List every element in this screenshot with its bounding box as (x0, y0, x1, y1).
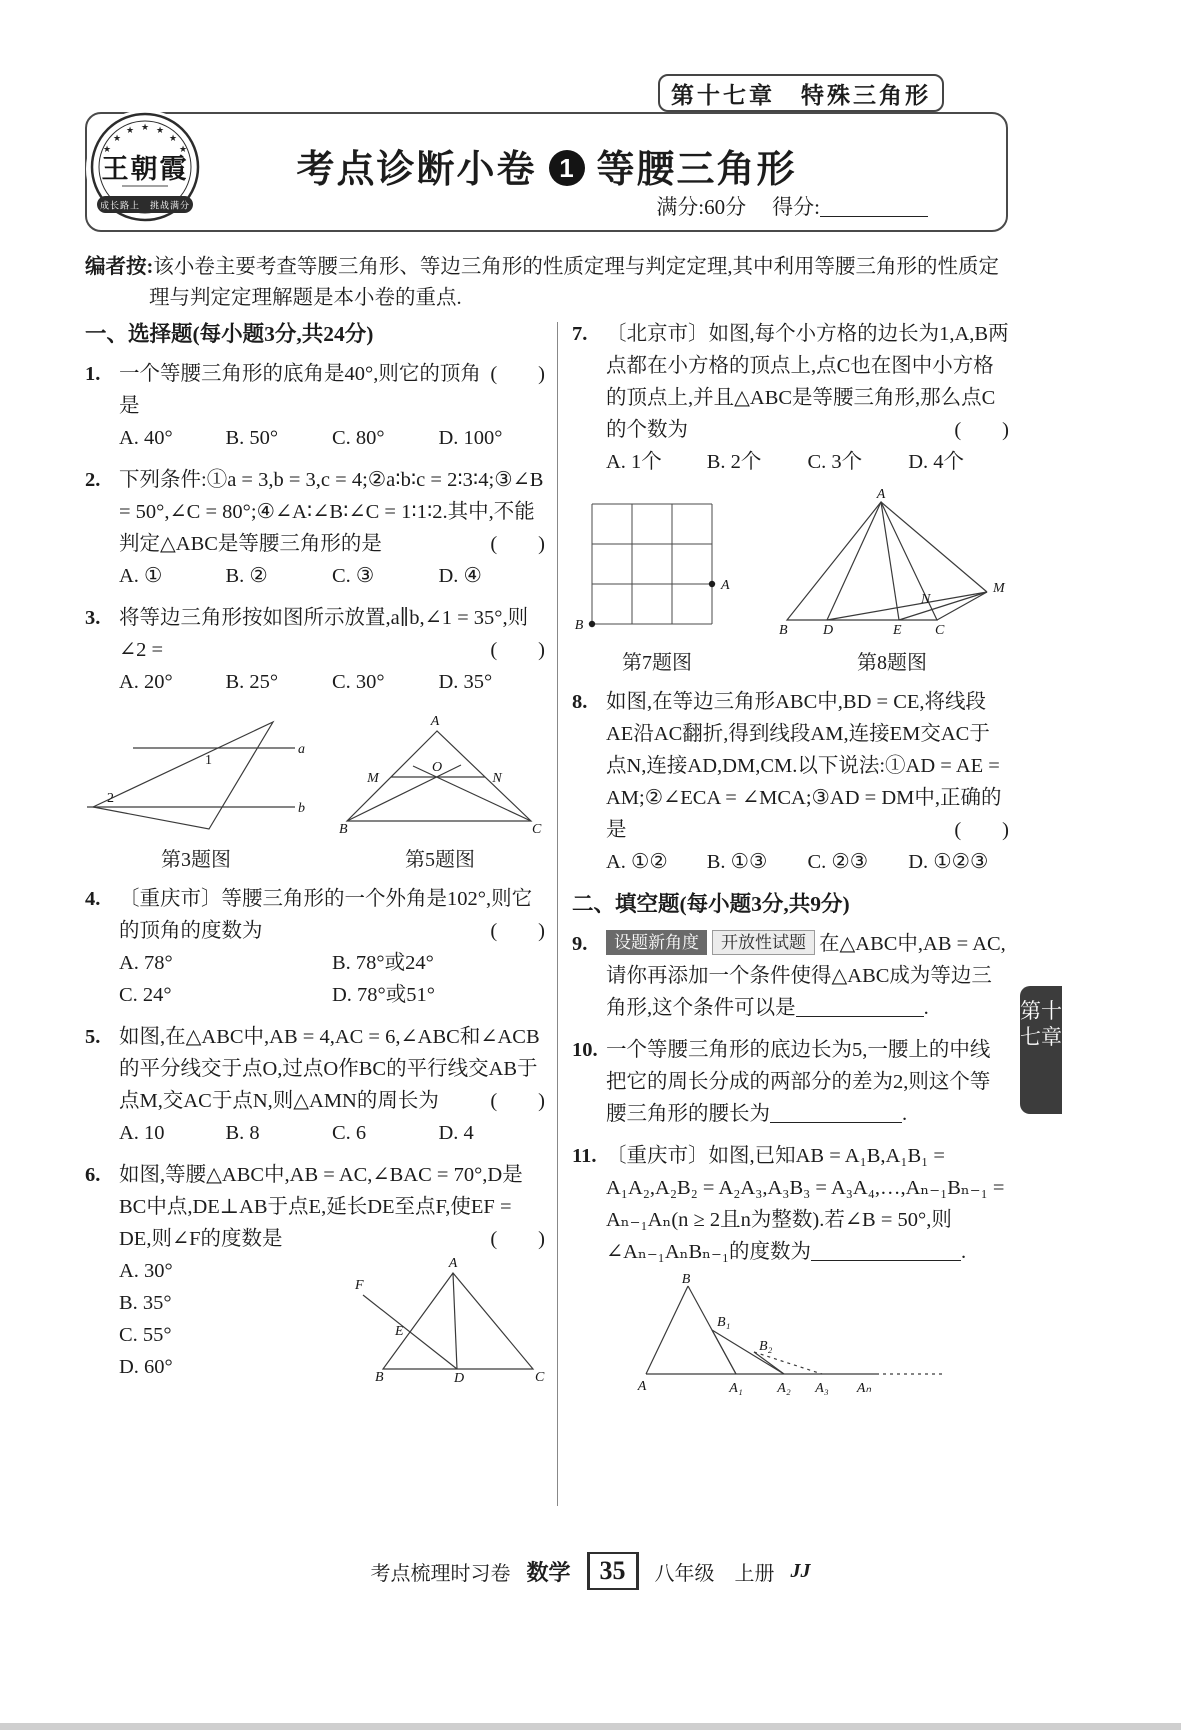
option-a: A. 20° (119, 671, 173, 693)
q7-figure-svg (572, 498, 742, 638)
question-7 (572, 318, 1009, 478)
svg-text:★: ★ (113, 133, 122, 143)
question-6 (85, 1159, 545, 1395)
option-d: D. ①②③ (908, 851, 989, 873)
option-b: B. 35° (119, 1292, 172, 1314)
option-b: B. 78°或24° (332, 952, 434, 974)
question-3-options (119, 666, 545, 698)
footer-grade-volume: 八年级 上册 (654, 1562, 775, 1585)
figure-q6 (353, 1255, 545, 1395)
right-column (572, 318, 1009, 1418)
question-9-answer-blank (796, 995, 924, 1017)
question-5-number: 5. (85, 1026, 101, 1048)
vertex-b-label: B (779, 623, 788, 638)
option-d: D. 4个 (908, 451, 965, 473)
q11-figure-lines (646, 1286, 942, 1374)
option-b: B. 50° (225, 427, 279, 449)
point-n-label: N (492, 771, 502, 786)
badge-open-question: 开放性试题 (712, 930, 815, 955)
option-a: A. 10 (119, 1122, 165, 1144)
point-b-dot (589, 621, 595, 627)
vertex-a-label: A (876, 488, 886, 502)
q6-figure-lines (363, 1273, 533, 1369)
left-column (85, 318, 545, 1405)
question-7-answer-bracket: ( ) (954, 419, 1009, 441)
option-d: D. ④ (438, 565, 482, 587)
page-number: 35 (587, 1552, 639, 1590)
badge-new-angle: 设题新角度 (606, 930, 707, 955)
vertex-c-label: C (535, 1370, 545, 1385)
full-score-label: 满分:60分 (656, 195, 747, 219)
option-a: A. ① (119, 565, 163, 587)
vertex-b-label: B (339, 822, 348, 835)
question-1-options (119, 422, 545, 454)
question-4-answer-bracket: ( ) (490, 920, 545, 942)
section-heading-fill: 二、填空题(每小题3分,共9分) (572, 892, 850, 916)
question-9-period: . (923, 997, 929, 1019)
line-a-label: a (298, 742, 305, 757)
question-4-text: 〔重庆市〕等腰三角形的一个外角是102°,则它的顶角的度数为 (119, 888, 533, 942)
point-m-label: M (367, 771, 379, 786)
point-a2-label: A₂ (777, 1381, 791, 1396)
figure-q11 (636, 1272, 1009, 1408)
point-e-label: E (893, 623, 902, 638)
point-n-label: N (921, 592, 931, 607)
q3-figure-lines (87, 722, 295, 829)
score-blank (820, 195, 928, 217)
option-b: B. ② (225, 565, 268, 587)
footer-edition: JJ (790, 1559, 811, 1582)
line-b-label: b (298, 801, 305, 816)
option-d: D. 100° (438, 427, 503, 449)
vertex-c-label: C (935, 623, 945, 638)
page-footer (0, 1552, 1181, 1590)
question-1-body (119, 358, 545, 454)
brand-logo (86, 110, 204, 228)
svg-text:★: ★ (141, 122, 150, 132)
question-4 (85, 883, 545, 1011)
question-11 (572, 1140, 1009, 1408)
point-b-label: B (681, 1272, 691, 1287)
option-c: C. 6 (332, 1122, 367, 1144)
point-m-label: M (993, 581, 1005, 596)
question-6-number: 6. (85, 1164, 101, 1186)
figure-q3 (85, 708, 307, 873)
point-o-label: O (431, 760, 443, 775)
question-2-number: 2. (85, 469, 101, 491)
point-b2-label: B₂ (759, 1339, 773, 1354)
question-10-text: 一个等腰三角形的底边长为5,一腰上的中线把它的周长分成的两部分的差为2,则这个等腰三角形的腰长为 (606, 1039, 991, 1125)
question-7-text: 〔北京市〕如图,每个小方格的边长为1,A,B两点都在小方格的顶点上,点C也在图中小方格的顶点上,并且△ABC是等腰三角形,那么点C的个数为 (606, 323, 1009, 441)
page-title (87, 138, 1006, 193)
question-10 (572, 1034, 1009, 1130)
question-3-number: 3. (85, 607, 101, 629)
question-11-period: . (961, 1241, 967, 1263)
svg-text:★: ★ (103, 144, 112, 154)
vertex-a-label: A (430, 714, 440, 729)
question-8-body (606, 686, 1009, 878)
editor-note (85, 252, 1009, 314)
option-a: A. 78° (119, 952, 173, 974)
svg-text:★: ★ (126, 125, 135, 135)
chapter-header: 第十七章 特殊三角形 (658, 74, 944, 112)
point-e-label: E (395, 1324, 404, 1339)
question-3-body (119, 602, 545, 698)
question-4-number: 4. (85, 888, 101, 910)
score-label: 得分: (772, 195, 820, 219)
vertex-b-label: B (375, 1370, 384, 1385)
title-topic: 等腰三角形 (596, 149, 797, 191)
question-8-answer-bracket: ( ) (954, 819, 1009, 841)
question-1 (85, 358, 545, 454)
figure-q7 (572, 498, 742, 676)
question-9 (572, 928, 1009, 1024)
logo-brand-name: 王朝霞 (101, 154, 189, 184)
point-a-dot (709, 581, 715, 587)
question-6-body (119, 1159, 545, 1395)
logo-ribbon-text: 成长路上 挑战满分 (99, 200, 191, 211)
point-d-label: D (823, 623, 834, 638)
question-3 (85, 602, 545, 698)
question-1-number: 1. (85, 363, 101, 385)
title-number-badge: 1 (549, 150, 585, 186)
question-5-text: 如图,在△ABC中,AB = 4,AC = 6,∠ABC和∠ACB的平分线交于点O,过点O作BC的平行线交AB于点M,交AC于点N,则△AMN的周长为 (119, 1026, 540, 1112)
option-d: D. 4 (438, 1122, 474, 1144)
question-2-text: 下列条件:①a = 3,b = 3,c = 4;②a∶b∶c = 2∶3∶4;③∠B = 50°,∠C = 80°;④∠A∶∠B∶∠C = 1∶1∶2.其中,不能判定△ABC是等腰三角形的是 (119, 469, 544, 555)
question-11-body (606, 1140, 1009, 1408)
score-line (656, 191, 928, 221)
vertex-c-label: C (532, 822, 542, 835)
question-10-answer-blank (770, 1101, 902, 1123)
title-box (85, 112, 1008, 232)
q8-figure-svg (775, 488, 1009, 638)
question-10-body (606, 1034, 1009, 1130)
question-2-answer-bracket: ( ) (490, 533, 545, 555)
figure-q8 (775, 488, 1009, 676)
point-b-label: B (574, 618, 584, 633)
angle-1-label: 1 (205, 753, 212, 768)
question-11-text: 〔重庆市〕如图,已知AB = A₁B,A₁B₁ = A₁A₂,A₂B₂ = A₂A₃,A₃B₃ = A₃A₄,…,Aₙ₋₁Bₙ₋₁ = Aₙ₋₁Aₙ(n ≥ 2且n为整数).若∠B = 50°,则∠Aₙ₋₁AₙBₙ₋₁的度数为 (606, 1145, 1005, 1263)
footer-series: 考点梳理时习卷 (370, 1562, 511, 1585)
option-c: C. 30° (332, 671, 385, 693)
point-d-label: D (454, 1371, 465, 1385)
question-4-options (119, 947, 545, 1011)
question-9-number: 9. (572, 933, 588, 955)
vertex-a-label: A (448, 1256, 458, 1271)
option-c: C. 55° (119, 1324, 172, 1346)
question-2-options (119, 560, 545, 592)
question-6-options (119, 1255, 173, 1383)
option-d: D. 60° (119, 1356, 173, 1378)
question-8-options (606, 846, 1009, 878)
q6-figure-svg (353, 1255, 545, 1385)
option-b: B. 8 (225, 1122, 260, 1144)
question-2 (85, 464, 545, 592)
editor-note-text: 该小卷主要考查等腰三角形、等边三角形的性质定理与判定定理,其中利用等腰三角形的性质定理与判定定理解题是本小卷的重点. (149, 256, 999, 309)
point-a-label: A (637, 1379, 647, 1394)
option-b: B. 25° (225, 671, 279, 693)
title-prefix: 考点诊断小卷 (296, 149, 537, 191)
angle-2-label: 2 (107, 791, 114, 806)
q8-figure-lines (787, 502, 987, 620)
question-10-number: 10. (572, 1039, 598, 1061)
question-10-period: . (902, 1103, 908, 1125)
question-5 (85, 1021, 545, 1149)
column-divider (557, 322, 558, 1506)
question-7-body (606, 318, 1009, 478)
point-an-label: Aₙ (856, 1381, 872, 1396)
option-a: A. 30° (119, 1260, 173, 1282)
q5-figure-svg (335, 713, 545, 835)
svg-text:★: ★ (179, 144, 188, 154)
option-a: A. 1个 (606, 451, 662, 473)
option-c: C. 24° (119, 984, 172, 1006)
q7-grid-lines (592, 504, 712, 624)
question-5-body (119, 1021, 545, 1149)
option-d: D. 35° (438, 671, 493, 693)
option-a: A. ①② (606, 851, 668, 873)
figure-caption-q5: 第5题图 (405, 849, 475, 871)
svg-text:★: ★ (169, 133, 178, 143)
editor-note-label: 编者按: (85, 256, 154, 278)
figure-caption-q7: 第7题图 (622, 652, 692, 674)
question-7-number: 7. (572, 323, 588, 345)
question-6-text: 如图,等腰△ABC中,AB = AC,∠BAC = 70°,D是BC中点,DE⊥AB于点E,延长DE至点F,使EF = DE,则∠F的度数是 (119, 1164, 523, 1250)
question-5-options (119, 1117, 545, 1149)
option-b: B. 2个 (706, 451, 762, 473)
figure-caption-q3: 第3题图 (161, 849, 231, 871)
figure-row-q7-q8 (572, 488, 1009, 676)
q3-figure-svg (85, 708, 307, 835)
option-c: C. ②③ (807, 851, 869, 873)
option-b: B. ①③ (706, 851, 768, 873)
footer-subject: 数学 (526, 1559, 571, 1585)
option-d: D. 78°或51° (332, 984, 435, 1006)
point-a-label: A (721, 578, 730, 593)
question-8-number: 8. (572, 691, 588, 713)
section-heading-choice: 一、选择题(每小题3分,共24分) (85, 322, 374, 346)
point-a1-label: A₁ (729, 1381, 743, 1396)
option-c: C. ③ (332, 565, 375, 587)
figure-caption-q8: 第8题图 (857, 652, 927, 674)
question-1-text: 一个等腰三角形的底角是40°,则它的顶角是 (119, 363, 481, 417)
question-3-text: 将等边三角形按如图所示放置,a∥b,∠1 = 35°,则∠2 = (119, 607, 529, 661)
question-4-body (119, 883, 545, 1011)
question-5-answer-bracket: ( ) (490, 1090, 545, 1112)
question-1-answer-bracket: ( ) (490, 363, 545, 385)
question-7-options (606, 446, 1009, 478)
q11-figure-svg (636, 1272, 948, 1398)
figure-row-q3-q5 (85, 708, 545, 873)
question-3-answer-bracket: ( ) (490, 639, 545, 661)
question-2-body (119, 464, 545, 592)
chapter-side-tab: 第十七章 (1020, 986, 1062, 1114)
option-c: C. 80° (332, 427, 385, 449)
option-a: A. 40° (119, 427, 173, 449)
question-6-options-and-figure (119, 1255, 545, 1395)
point-b1-label: B₁ (717, 1315, 731, 1330)
question-9-body (606, 928, 1009, 1024)
question-11-number: 11. (572, 1145, 597, 1167)
svg-text:★: ★ (156, 125, 165, 135)
option-c: C. 3个 (807, 451, 863, 473)
question-11-answer-blank (811, 1239, 961, 1261)
figure-q5 (335, 713, 545, 873)
point-f-label: F (355, 1278, 364, 1293)
question-8 (572, 686, 1009, 878)
question-8-text: 如图,在等边三角形ABC中,BD = CE,将线段AE沿AC翻折,得到线段AM,连接EM交AC于点N,连接AD,DM,CM.以下说法:①AD = AE = AM;②∠ECA = ∠MCA;③AD = DM中,正确的是 (606, 691, 1002, 841)
point-a3-label: A₃ (815, 1381, 829, 1396)
question-9-text: 在△ABC中,AB = AC,请你再添加一个条件使得△ABC成为等边三角形,这个条件可以是 (606, 933, 1006, 1019)
question-6-answer-bracket: ( ) (490, 1228, 545, 1250)
brand-logo-graphic (86, 110, 204, 228)
